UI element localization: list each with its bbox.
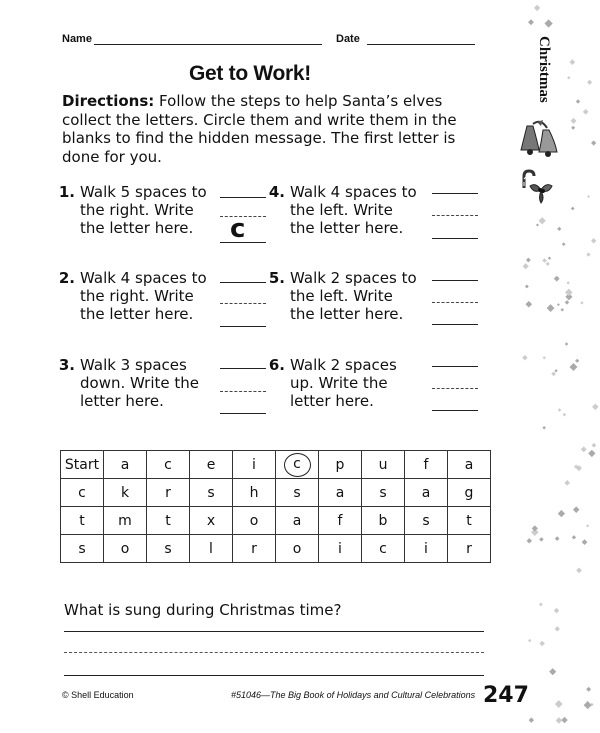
footer-copyright: © Shell Education bbox=[62, 690, 134, 700]
step-2 bbox=[55, 269, 275, 349]
grid-cell[interactable]: i bbox=[233, 451, 276, 479]
step-number: 6. bbox=[268, 356, 285, 374]
step-number: 3. bbox=[58, 356, 75, 374]
answer-blank-2[interactable] bbox=[220, 303, 266, 304]
grid-cell[interactable]: b bbox=[362, 507, 405, 535]
answer-blank-5[interactable] bbox=[432, 302, 478, 303]
answer-letter-1: c bbox=[230, 214, 246, 244]
section-label: Christmas bbox=[536, 36, 552, 103]
grid-cell[interactable]: s bbox=[190, 479, 233, 507]
step-number: 4. bbox=[268, 183, 285, 201]
grid-cell[interactable]: f bbox=[405, 451, 448, 479]
step-text: Walk 4 spaces to the right. Write the letter here. bbox=[80, 269, 207, 323]
answer-line-top[interactable] bbox=[64, 631, 484, 632]
grid-cell[interactable]: i bbox=[405, 535, 448, 563]
grid-cell[interactable]: p bbox=[319, 451, 362, 479]
answer-line-bottom[interactable] bbox=[64, 675, 484, 676]
blank-line bbox=[432, 324, 478, 325]
blank-line bbox=[432, 410, 478, 411]
circled-letter: c bbox=[284, 453, 311, 477]
grid-cell[interactable]: t bbox=[61, 507, 104, 535]
grid-cell[interactable]: c bbox=[61, 479, 104, 507]
step-5 bbox=[265, 269, 485, 349]
step-number: 1. bbox=[58, 183, 75, 201]
blank-line bbox=[220, 413, 266, 414]
step-number: 2. bbox=[58, 269, 75, 287]
blank-line bbox=[220, 326, 266, 327]
answer-line-mid[interactable] bbox=[64, 652, 484, 653]
name-field[interactable] bbox=[94, 44, 322, 45]
grid-cell[interactable]: g bbox=[448, 479, 491, 507]
grid-cell[interactable]: e bbox=[190, 451, 233, 479]
blank-line bbox=[432, 366, 478, 367]
grid-cell[interactable]: a bbox=[104, 451, 147, 479]
grid-cell[interactable]: m bbox=[104, 507, 147, 535]
grid-row bbox=[61, 535, 491, 563]
page-title: Get to Work! bbox=[188, 62, 311, 85]
bells-icon bbox=[517, 118, 565, 166]
grid-cell[interactable]: s bbox=[61, 535, 104, 563]
grid-cell[interactable]: t bbox=[147, 507, 190, 535]
blank-line bbox=[220, 368, 266, 369]
blank-line bbox=[220, 242, 266, 243]
blank-line bbox=[432, 238, 478, 239]
blank-line bbox=[432, 280, 478, 281]
question: What is sung during Christmas time? bbox=[64, 601, 342, 619]
grid-cell[interactable]: o bbox=[276, 535, 319, 563]
directions bbox=[62, 92, 482, 166]
grid-cell[interactable]: r bbox=[147, 479, 190, 507]
holly-icon bbox=[528, 178, 554, 204]
grid-row bbox=[61, 479, 491, 507]
directions-label: Directions: bbox=[62, 92, 155, 110]
step-text: Walk 2 spaces to the left. Write the letter here. bbox=[290, 269, 417, 323]
blank-line bbox=[220, 197, 266, 198]
grid-cell[interactable]: a bbox=[448, 451, 491, 479]
answer-blank-6[interactable] bbox=[432, 388, 478, 389]
step-text: Walk 5 spaces to the right. Write the letter here. bbox=[80, 183, 207, 237]
grid-cell[interactable]: a bbox=[276, 507, 319, 535]
grid-cell[interactable]: a bbox=[319, 479, 362, 507]
step-4 bbox=[265, 183, 485, 263]
letter-grid bbox=[60, 450, 491, 563]
grid-cell[interactable]: k bbox=[104, 479, 147, 507]
step-text: Walk 3 spaces down. Write the letter here. bbox=[80, 356, 199, 410]
blank-line bbox=[220, 282, 266, 283]
answer-blank-3[interactable] bbox=[220, 391, 266, 392]
grid-cell[interactable]: r bbox=[233, 535, 276, 563]
grid-start-cell[interactable]: Start bbox=[61, 451, 104, 479]
grid-cell[interactable]: c bbox=[362, 535, 405, 563]
step-number: 5. bbox=[268, 269, 285, 287]
grid-cell[interactable]: o bbox=[233, 507, 276, 535]
step-text: Walk 2 spaces up. Write the letter here. bbox=[290, 356, 397, 410]
directions-text: Follow the steps to help Santa’s elves collect the letters. Circle them and write them in the blanks to find the hidden message. The first letter is done for you. bbox=[62, 92, 457, 166]
grid-cell[interactable]: s bbox=[276, 479, 319, 507]
grid-cell[interactable]: h bbox=[233, 479, 276, 507]
grid-cell[interactable]: i bbox=[319, 535, 362, 563]
grid-cell[interactable]: a bbox=[405, 479, 448, 507]
step-text: Walk 4 spaces to the left. Write the letter here. bbox=[290, 183, 417, 237]
blank-line bbox=[432, 193, 478, 194]
grid-cell[interactable] bbox=[276, 451, 319, 479]
grid-cell[interactable]: f bbox=[319, 507, 362, 535]
date-field[interactable] bbox=[367, 44, 475, 45]
grid-cell[interactable]: s bbox=[362, 479, 405, 507]
name-label: Name bbox=[62, 33, 92, 45]
step-6 bbox=[265, 356, 485, 436]
grid-cell[interactable]: l bbox=[190, 535, 233, 563]
footer-book-title: #51046—The Big Book of Holidays and Cultural Celebrations bbox=[231, 690, 476, 700]
grid-cell[interactable]: c bbox=[147, 451, 190, 479]
date-label: Date bbox=[336, 33, 360, 45]
grid-row bbox=[61, 507, 491, 535]
grid-cell[interactable]: r bbox=[448, 535, 491, 563]
page-number: 247 bbox=[483, 683, 529, 708]
grid-row bbox=[61, 451, 491, 479]
grid-cell[interactable]: x bbox=[190, 507, 233, 535]
grid-cell[interactable]: s bbox=[147, 535, 190, 563]
grid-cell[interactable]: u bbox=[362, 451, 405, 479]
answer-blank-4[interactable] bbox=[432, 215, 478, 216]
grid-cell[interactable]: t bbox=[448, 507, 491, 535]
grid-cell[interactable]: o bbox=[104, 535, 147, 563]
grid-cell[interactable]: s bbox=[405, 507, 448, 535]
